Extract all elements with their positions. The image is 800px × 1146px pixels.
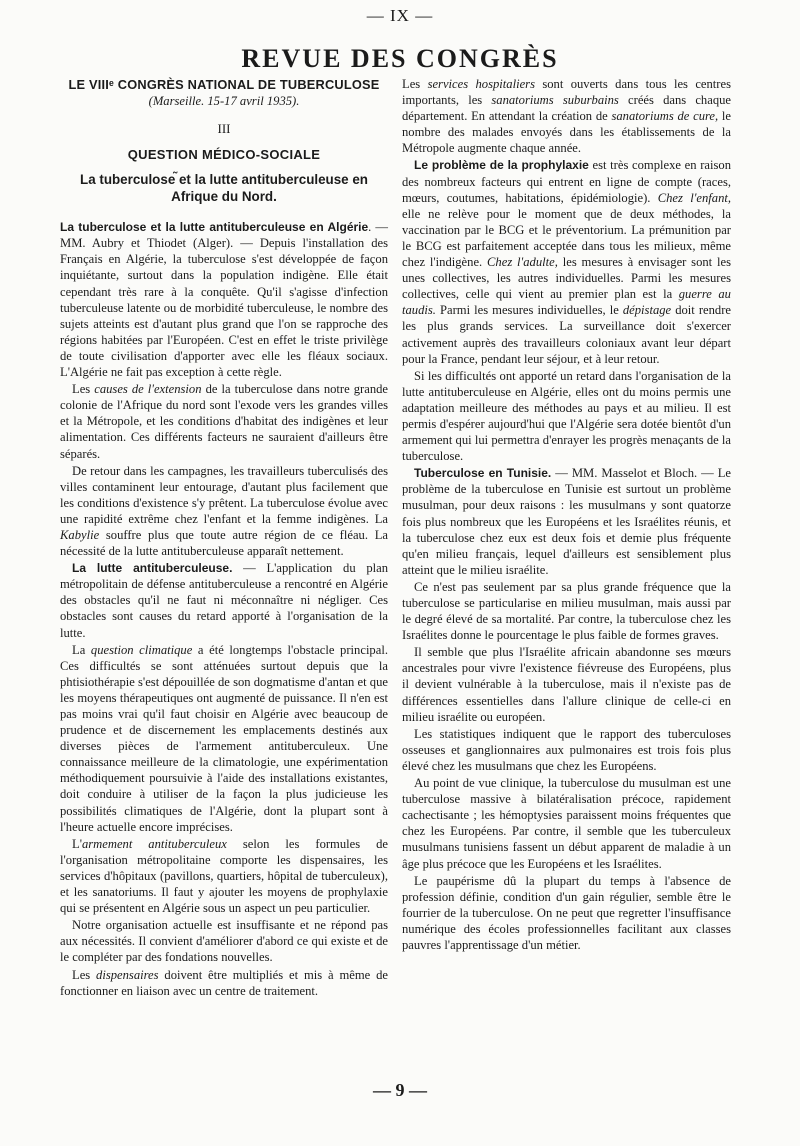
paragraph: Les statistiques indiquent que le rapport des tuberculoses osseuses et ganglionnaires aux pulmonaires est trois fois plus élevé chez les musulmans que chez les Européens. xyxy=(402,726,731,773)
paper-title: Tuberculose en Tunisie. xyxy=(414,466,552,481)
paragraph: L'armement antituberculeux selon les formules de l'organisation métropolitaine comporte les dispensaires, les services d'hôpitaux (pavillons, quartiers, hôpital de tuberculeux), et les sanatoriums. Il faut y ajouter les moyens de prophylaxie qui se présentent en Algérie sous un aspect un peu particulier. xyxy=(60,836,388,916)
page-number: — 9 — xyxy=(373,1080,427,1100)
section-heading: QUESTION MÉDICO-SOCIALE xyxy=(127,147,321,163)
paragraph: Les dispensaires doivent être multipliés et mis à même de fonctionner en liaison avec un centre de traitement. xyxy=(60,967,388,998)
paragraph: Le problème de la prophylaxie est très complexe en raison des nombreux facteurs qui entrent en ligne de compte (races, mœurs, coutumes, habitations, épidémiologie). Chez l'enfant, elle ne relève pour le moment que de deux méthodes, la vaccination par le BCG et le préventorium. La prémunition par le BCG est parfaitement acceptée dans tous les milieux, même chez l'indigène. Chez l'adulte, les mesures à envisager sont les unes collectives, les autres individuelles. Parmi les mesures collectives, celle qui vient au premier plan est la guerre au taudis. Parmi les mesures individuelles, le dépistage doit rendre les plus grands services. La surveillance doit s'exercer activement auprès des travailleurs coloniaux avant leur départ pour la France, pendant leur séjour, et à leur retour. xyxy=(402,158,732,366)
paragraph: De retour dans les campagnes, les travailleurs tuberculisés des villes contaminent leur entourage, d'autant plus facilement que les conditions d'existence s'y prêtent. La tuberculose évolue avec une rapidité extrême chez l'enfant et la femme indigènes. La Kabylie souffre plus que toute autre région de ce fléau. La nécessité de la lutte antituberculeuse apparaît nettement. xyxy=(60,463,388,559)
left-column xyxy=(60,76,388,1000)
article-title: La tuberculose ̃et la lutte antituberculeuse en Afrique du Nord. xyxy=(80,172,368,205)
paragraph: La lutte antituberculeuse. — L'application du plan métropolitain de défense antituberculeuse a rencontré en Algérie des obstacles qu'il ne faut ni méconnaître ni négliger. Ces obstacles sont causes du retard apporté à l'organisation de la lutte. xyxy=(60,561,389,640)
paper-authors: . — MM. Aubry et Thiodet (Alger). — xyxy=(60,220,388,251)
paper-authors: — MM. Masselot et Bloch. xyxy=(555,466,698,481)
subheading: La lutte antituberculeuse. xyxy=(72,561,233,576)
paragraph: Le paupérisme dû la plupart du temps à l'absence de profession définie, condition d'un gain régulier, semble être le fourrier de la tuberculose. On ne peut que regretter l'insuffisance numérique des écoles professionnelles facilitant aux classes pauvres l'apprentissage d'un métier. xyxy=(402,873,731,952)
paragraph: Les causes de l'extension de la tuberculose dans notre grande colonie de l'Afrique du nord sont l'exode vers les grandes villes et la Métropole, et les conditions d'habitat des indigènes et leur alimentation. Ces différents facteurs ne sauraient d'ailleurs être séparés. xyxy=(60,382,389,461)
paragraph: Il semble que plus l'Israélite africain abandonne ses mœurs ancestrales pour vivre l'existence fiévreuse des Européens, plus il devient vulnérable à la tuberculose, mais il n'existe pas de différences essentielles dans l'allure clinique de celle-ci en milieu israélite ou européen. xyxy=(402,645,731,724)
subheading: Le problème de la prophylaxie xyxy=(414,158,589,173)
paragraph: Ce n'est pas seulement par sa plus grande fréquence que la tuberculose se particularise en milieu musulman, mais aussi par le degré élevé de sa mortalité. Par contre, la tuberculose chez les Israélites donne le pourcentage le plus faible de formes graves. xyxy=(402,579,731,643)
journal-banner-title: REVUE DES CONGRÈS xyxy=(241,44,559,73)
paragraph: Si les difficultés ont apporté un retard dans l'organisation de la lutte antituberculeuse en Algérie, elles ont du moins permis une adaptation meilleure des méthodes au pays et au milieu. Il est permis d'espérer aujourd'hui que l'Algérie sera dotée bientôt d'un armement qui lui permettra d'enrayer les progrès menaçants de la tuberculose. xyxy=(402,368,731,464)
roman-page-number: — IX — xyxy=(366,6,434,25)
paragraph: La tuberculose et la lutte antituberculeuse en Algérie. — MM. Aubry et Thiodet (Alger). — Depuis l'installation des Français en Algérie, la tuberculose s'est développée de façon inquiétante, surtout dans la population indigène. Elle était cependant très rare à la conquête. Qu'il s'agisse d'infection tuberculeuse latente ou de morbidité tuberculeuse, le nombre des sujets atteints est d'autant plus grand que l'on se rapproche des régions habitées par l'Européen. C'est en effet le triste privilège de toute civilisation d'apporter avec elle les fléaux sociaux. L'Algérie ne fait pas exception à cette règle. xyxy=(60,220,389,380)
paragraph: Notre organisation actuelle est insuffisante et ne répond pas aux nécessités. Il convient d'améliorer d'abord ce qui existe et de le compléter par des fondations nouvelles. xyxy=(60,918,388,965)
right-column xyxy=(402,76,731,954)
part-number: III xyxy=(217,121,231,136)
paragraph: Au point de vue clinique, la tuberculose du musulman est une tuberculose massive à bilatéralisation précoce, rapidement cachectisante ; les hémoptysies paraissent moins fréquentes que chez les Européens. Par contre, il semble que les tuberculeux musulmans tunisiens fassent un début apparent de maladie à un âge plus précoce que les Européens et les Israélites. xyxy=(402,776,731,871)
congress-title: LE VIIIᵉ CONGRÈS NATIONAL DE TUBERCULOSE xyxy=(68,77,380,92)
paragraph: La question climatique a été longtemps l'obstacle principal. Ces difficultés se sont atténuées surtout depuis que la phtisiothérapie s'est dépouillée de son dogmatisme d'antan et que les moyens thérapeutiques ont augmenté de puissance. Il n'en est pas moins vrai qu'il faut choisir en Algérie avec beaucoup de prudence et de discernement les emplacements destinés aux diverses pièces de l'armement antituberculeux. Une connaissance meilleure de la climatologie, une expérimentation méthodiquement poursuivie à l'aide des installations existantes, doit conduire à utiliser de la façon la plus judicieuse les possibilités climatiques de l'Algérie, dont la plupart sont à l'heure actuelle encore imprécises. xyxy=(60,642,388,834)
paragraph: Les services hospitaliers sont ouverts dans tous les centres importants, les sanatoriums suburbains créés dans chaque département. En attendant la création de sanatoriums de cure, le nombre des malades envoyés dans les établissements de la Métropole augmente chaque année. xyxy=(402,77,732,156)
congress-date: (Marseille. 15-17 avril 1935). xyxy=(148,94,300,108)
paper-title: La tuberculose et la lutte antituberculeuse en Algérie xyxy=(60,220,369,235)
paragraph: Tuberculose en Tunisie. — MM. Masselot et Bloch. — Le problème de la tuberculose en Tunisie est surtout un problème musulman, pour deux raisons : les musulmans y sont quatorze fois plus nombreux que les Européens et les Israélites réunis, et la tuberculose chez eux est deux fois et demie plus fréquente qu'en milieu français, lequel d'ailleurs est sensiblement plus atteint que le milieu israélite. xyxy=(402,466,732,577)
